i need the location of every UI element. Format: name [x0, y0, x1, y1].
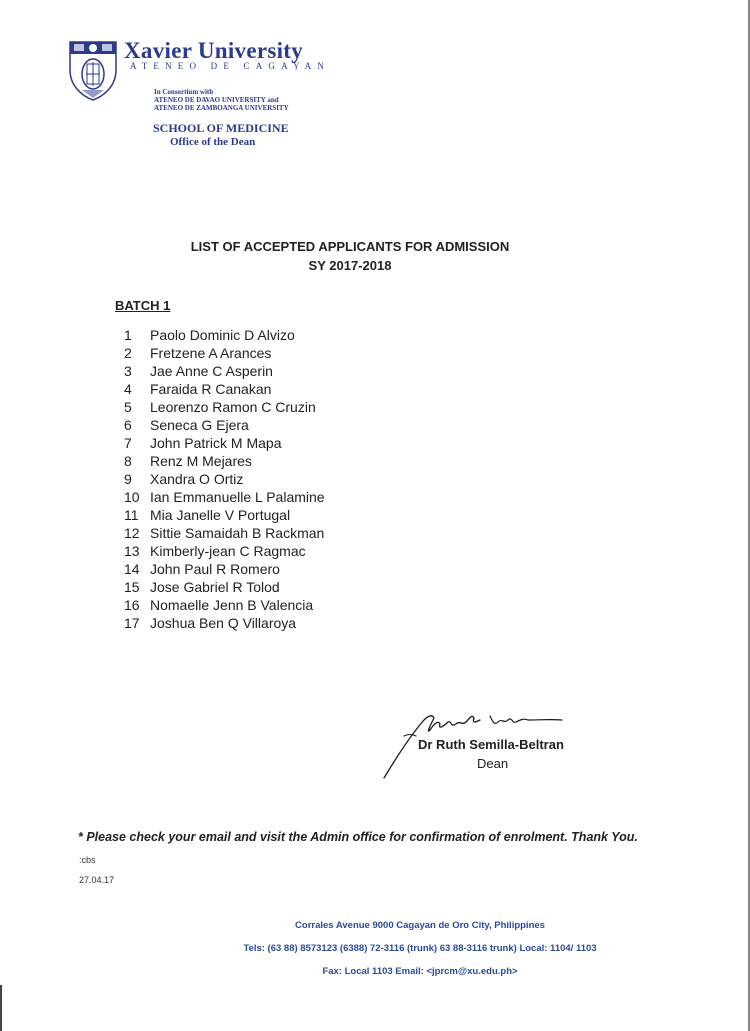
applicant-number: 4: [124, 381, 132, 397]
list-item: [124, 453, 325, 471]
university-name: Xavier University: [124, 38, 304, 63]
applicant-name: Seneca G Ejera: [150, 417, 249, 433]
applicant-name: Xandra O Ortiz: [150, 471, 244, 487]
applicant-name: Mia Janelle V Portugal: [150, 507, 291, 523]
document-date: 27.04.17: [79, 875, 115, 885]
applicant-name: Joshua Ben Q Villaroya: [150, 615, 297, 631]
applicant-number: 9: [124, 471, 132, 487]
consortium-line: In Consortium with: [154, 88, 214, 96]
applicant-name: Fretzene A Arances: [150, 345, 272, 361]
applicant-number: 8: [124, 453, 132, 469]
applicant-number: 16: [124, 597, 140, 613]
university-subtitle: ATENEO DE CAGAYAN: [130, 61, 331, 71]
applicant-list: [124, 327, 325, 633]
list-item: [124, 435, 325, 453]
applicant-name: John Paul R Romero: [150, 561, 280, 577]
applicant-name: Leorenzo Ramon C Cruzin: [150, 399, 316, 415]
applicant-name: Jae Anne C Asperin: [150, 363, 273, 379]
applicant-number: 1: [124, 327, 132, 343]
list-item: [124, 579, 325, 597]
applicant-name: Ian Emmanuelle L Palamine: [150, 489, 325, 505]
signatory-name: Dr Ruth Semilla-Beltran: [418, 737, 564, 752]
applicant-number: 5: [124, 399, 132, 415]
list-item: [124, 327, 325, 345]
list-item: [124, 507, 325, 525]
document-title: LIST OF ACCEPTED APPLICANTS FOR ADMISSION: [190, 239, 510, 254]
list-item: [124, 543, 325, 561]
list-item: [124, 597, 325, 615]
scan-edge-left: [0, 985, 2, 1031]
applicant-number: 10: [124, 489, 140, 505]
list-item: [124, 345, 325, 363]
footer-phones: Tels: (63 88) 8573123 (6388) 72-3116 (trunk) 63 88-3116 trunk) Local: 1104/ 1103: [243, 943, 597, 954]
list-item: [124, 471, 325, 489]
office-name: Office of the Dean: [170, 136, 256, 148]
list-item: [124, 615, 325, 633]
list-item: [124, 363, 325, 381]
list-item: [124, 525, 325, 543]
applicant-name: Renz M Mejares: [150, 453, 252, 469]
school-year: SY 2017-2018: [308, 258, 392, 273]
applicant-number: 7: [124, 435, 132, 451]
university-seal-icon: [68, 40, 118, 102]
applicant-number: 17: [124, 615, 140, 631]
applicant-name: Paolo Dominic D Alvizo: [150, 327, 295, 343]
applicant-number: 15: [124, 579, 140, 595]
footer-fax-email: Fax: Local 1103 Email: <jprcm@xu.edu.ph>: [322, 966, 518, 977]
consortium-line: ATENEO DE DAVAO UNIVERSITY and: [154, 96, 279, 104]
applicant-name: Kimberly-jean C Ragmac: [150, 543, 306, 559]
applicant-number: 3: [124, 363, 132, 379]
applicant-name: John Patrick M Mapa: [150, 435, 282, 451]
school-name: SCHOOL OF MEDICINE: [153, 121, 289, 135]
list-item: [124, 399, 325, 417]
batch-heading: BATCH 1: [115, 298, 171, 313]
consortium-note: [154, 88, 289, 112]
consortium-line: ATENEO DE ZAMBOANGA UNIVERSITY: [154, 104, 289, 112]
applicant-name: Sittie Samaidah B Rackman: [150, 525, 325, 541]
list-item: [124, 381, 325, 399]
signatory-title: Dean: [477, 756, 509, 771]
list-item: [124, 417, 325, 435]
applicant-name: Jose Gabriel R Tolod: [150, 579, 280, 595]
applicant-name: Nomaelle Jenn B Valencia: [150, 597, 314, 613]
applicant-number: 12: [124, 525, 140, 541]
applicant-name: Faraida R Canakan: [150, 381, 272, 397]
applicant-number: 11: [124, 507, 139, 523]
list-item: [124, 489, 325, 507]
applicant-number: 2: [124, 345, 132, 361]
applicant-number: 14: [124, 561, 140, 577]
list-item: [124, 561, 325, 579]
applicant-number: 6: [124, 417, 132, 433]
applicant-number: 13: [124, 543, 140, 559]
footer-address: Corrales Avenue 9000 Cagayan de Oro City, Philippines: [295, 920, 545, 931]
typist-initials: :cbs: [79, 855, 96, 865]
confirmation-notice: * Please check your email and visit the Admin office for confirmation of enrolment. Thank You.: [78, 830, 638, 844]
